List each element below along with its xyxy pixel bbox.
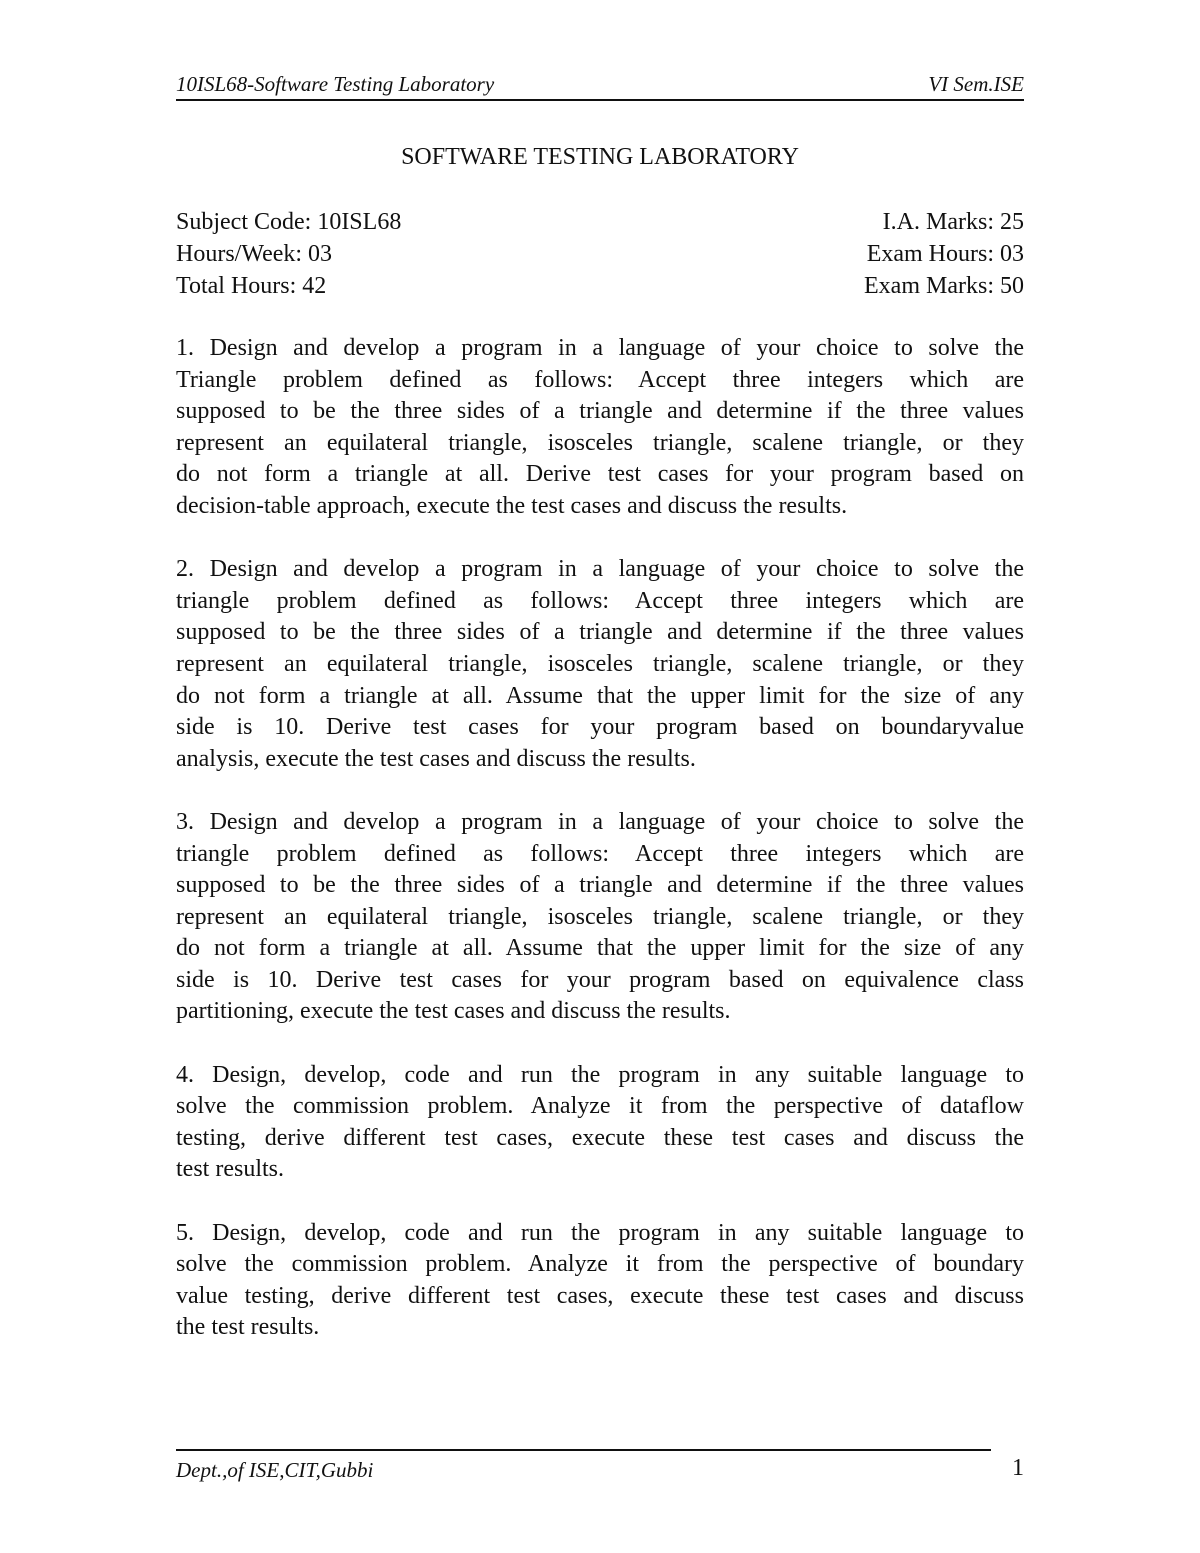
experiment-line: supposed to be the three sides of a triangle and determine if the three values (176, 398, 1024, 425)
experiment-item (176, 1060, 1024, 1186)
experiment-line: Triangle problem defined as follows: Accept three integers which are (176, 366, 1024, 393)
experiment-line: supposed to be the three sides of a triangle and determine if the three values (176, 619, 1024, 646)
experiment-line: partitioning, execute the test cases and discuss the results. (176, 998, 731, 1025)
experiment-item (176, 1218, 1024, 1344)
experiment-line: the test results. (176, 1314, 320, 1341)
meta-row (176, 206, 1024, 238)
experiment-list (176, 333, 1024, 1344)
experiment-line: supposed to be the three sides of a triangle and determine if the three values (176, 872, 1024, 899)
experiment-line: side is 10. Derive test cases for your program based on boundaryvalue (176, 714, 1024, 741)
experiment-line: 3. Design and develop a program in a language of your choice to solve the (176, 808, 1024, 835)
experiment-line: test results. (176, 1156, 284, 1183)
experiment-line: 4. Design, develop, code and run the program in any suitable language to (176, 1061, 1024, 1088)
experiment-line: triangle problem defined as follows: Accept three integers which are (176, 587, 1024, 614)
experiment-line: solve the commission problem. Analyze it from the perspective of boundary (176, 1251, 1024, 1278)
total-hours: Total Hours: 42 (176, 273, 327, 299)
exam-hours: Exam Hours: 03 (866, 241, 1024, 267)
ia-marks: I.A. Marks: 25 (882, 209, 1024, 235)
experiment-line: value testing, derive different test cases, execute these test cases and discuss (176, 1282, 1024, 1309)
page-number: 1 (1012, 1455, 1024, 1481)
experiment-item (176, 807, 1024, 1028)
experiment-line: represent an equilateral triangle, isosceles triangle, scalene triangle, or they (176, 903, 1024, 930)
experiment-line: do not form a triangle at all. Assume that the upper limit for the size of any (176, 682, 1024, 709)
experiment-line: 1. Design and develop a program in a language of your choice to solve the (176, 335, 1024, 361)
header-semester: VI Sem.ISE (928, 72, 1024, 96)
document-title: SOFTWARE TESTING LABORATORY (401, 144, 799, 170)
experiment-line: side is 10. Derive test cases for your program based on equivalence class (176, 966, 1024, 993)
course-meta (176, 206, 1024, 302)
footer-department: Dept.,of ISE,CIT,Gubbi (176, 1458, 374, 1482)
experiment-line: analysis, execute the test cases and discuss the results. (176, 745, 696, 772)
experiment-item (176, 333, 1024, 523)
meta-row (176, 238, 1024, 270)
page-header (176, 72, 1024, 100)
experiment-item (176, 554, 1024, 775)
experiment-line: 2. Design and develop a program in a language of your choice to solve the (176, 556, 1024, 583)
experiment-line: do not form a triangle at all. Assume that the upper limit for the size of any (176, 935, 1024, 962)
meta-row (176, 270, 1024, 302)
subject-code: Subject Code: 10ISL68 (176, 209, 402, 235)
experiment-line: represent an equilateral triangle, isosceles triangle, scalene triangle, or they (176, 429, 1024, 456)
experiment-line: 5. Design, develop, code and run the program in any suitable language to (176, 1219, 1024, 1246)
header-divider (176, 99, 1024, 101)
experiment-line: testing, derive different test cases, execute these test cases and discuss the (176, 1124, 1024, 1151)
exam-marks: Exam Marks: 50 (864, 273, 1024, 299)
hours-per-week: Hours/Week: 03 (176, 241, 333, 267)
experiment-line: solve the commission problem. Analyze it from the perspective of dataflow (176, 1093, 1024, 1120)
experiment-line: triangle problem defined as follows: Accept three integers which are (176, 840, 1024, 867)
experiment-line: do not form a triangle at all. Derive test cases for your program based on (176, 461, 1024, 488)
experiment-line: decision-table approach, execute the test cases and discuss the results. (176, 492, 848, 519)
experiment-line: represent an equilateral triangle, isosceles triangle, scalene triangle, or they (176, 650, 1024, 677)
footer-divider (176, 1449, 991, 1451)
header-course-title: 10ISL68-Software Testing Laboratory (176, 72, 495, 96)
